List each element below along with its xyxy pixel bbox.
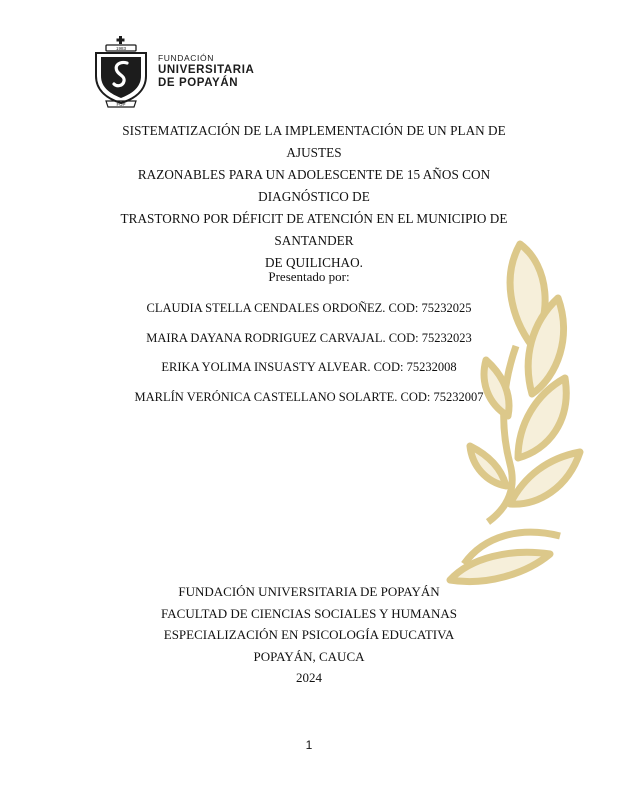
title-line: TRASTORNO POR DÉFICIT DE ATENCIÓN EN EL MUNICIPIO DE SANTANDER <box>120 211 508 248</box>
institution-name: FUNDACIÓN UNIVERSITARIA DE POPAYÁN <box>178 584 440 599</box>
author-entry: CLAUDIA STELLA CENDALES ORDOÑEZ. COD: 75232025 <box>146 301 472 315</box>
author-entry: MAIRA DAYANA RODRIGUEZ CARVAJAL. COD: 75232023 <box>146 330 472 345</box>
title-line: SISTEMATIZACIÓN DE LA IMPLEMENTACIÓN DE UN PLAN DE AJUSTES <box>122 123 506 160</box>
title-line: RAZONABLES PARA UN ADOLESCENTE DE 15 AÑOS CON DIAGNÓSTICO DE <box>137 167 491 204</box>
logo-line-popayan: DE POPAYÁN <box>158 77 239 89</box>
authors-list <box>0 299 618 417</box>
shield-icon <box>90 36 152 108</box>
document-title <box>104 120 524 274</box>
logo-line-universitaria: UNIVERSITARIA <box>158 64 255 76</box>
page-number: 1 <box>305 738 313 752</box>
city-name: POPAYÁN, CAUCA <box>253 648 365 664</box>
logo-wordmark <box>158 53 254 90</box>
author-entry: MARLÍN VERÓNICA CASTELLANO SOLARTE. COD: 75232007 <box>134 389 484 404</box>
university-logo <box>90 36 290 108</box>
faculty-name: FACULTAD DE CIENCIAS SOCIALES Y HUMANAS <box>161 605 457 621</box>
author-entry: ERIKA YOLIMA INSUASTY ALVEAR. COD: 75232008 <box>161 360 457 374</box>
title-line: DE QUILICHAO. <box>264 255 364 270</box>
year: 2024 <box>296 670 322 685</box>
svg-text:FUP: FUP <box>116 102 126 107</box>
institution-block <box>0 583 618 691</box>
program-name: ESPECIALIZACIÓN EN PSICOLOGÍA EDUCATIVA <box>163 627 455 642</box>
logo-line-fundacion: FUNDACIÓN <box>158 53 214 63</box>
svg-text:1983: 1983 <box>115 46 127 51</box>
presented-by-label: Presentado por: <box>268 269 350 284</box>
